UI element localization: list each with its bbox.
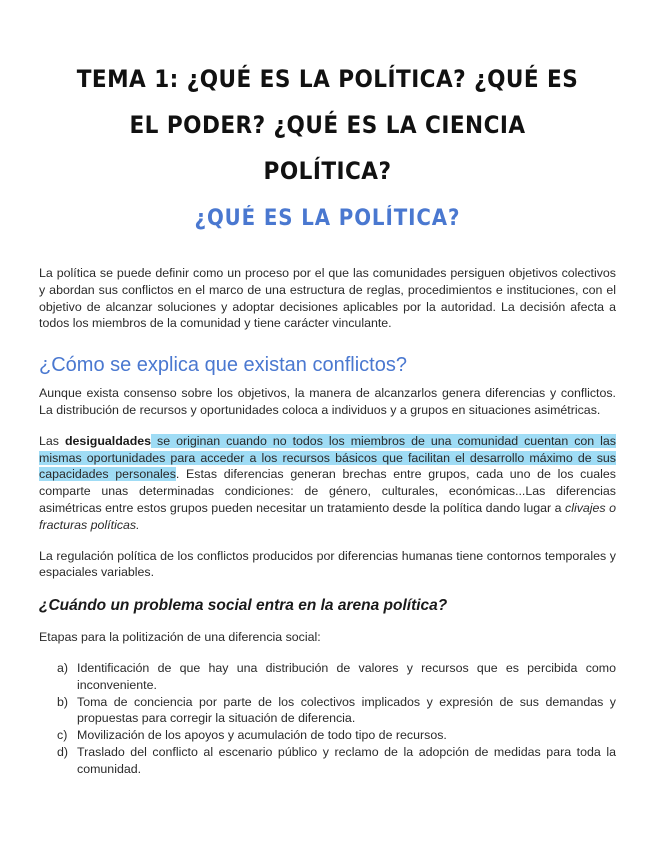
- definition-paragraph: La política se puede definir como un proceso por el que las comunidades persiguen objetivos colectivos y abordan sus conflictos en el marco de una estructura de reglas, procedimientos e instituciones, con el objetivo de alcanzar soluciones y adoptar decisiones aplicables por la autoridad. La decisión afecta a todos los miembros de la comunidad y tiene carácter vinculante.: [39, 266, 616, 331]
- list-item-text: Movilización de los apoyos y acumulación de todo tipo de recursos.: [77, 728, 447, 743]
- highlighted-definition: se originan cuando no todos los miembros de una comunidad cuentan con las mismas oportunidades para acceder a los recursos básicos que facilitan el desarrollo máximo de sus capacidades personales: [39, 433, 616, 482]
- list-item: [57, 744, 616, 778]
- list-item: [57, 694, 616, 728]
- steps-list: [39, 660, 616, 778]
- inequalities-term: desigualdades: [64, 433, 152, 448]
- cleavages-term: clivajes o fracturas políticas.: [39, 500, 616, 532]
- inequalities-rest: . Estas diferencias generan brechas entre grupos, cada uno de los cuales comparte unas determinadas condiciones: de género, culturales, económicas...Las diferencias asimétricas entre estos grupos pueden necesitar un tratamiento desde la política dando lugar a: [39, 467, 616, 515]
- conflicts-paragraph: Aunque exista consenso sobre los objetivos, la manera de alcanzarlos genera diferencias y conflictos. La distribución de recursos y oportunidades coloca a individuos y a grupos en situaciones asimétricas.: [39, 386, 616, 417]
- list-item-text: Identificación de que hay una distribución de valores y recursos que es percibida como inconveniente.: [77, 660, 616, 692]
- list-item: [57, 660, 616, 694]
- list-marker: a): [57, 660, 69, 675]
- question-heading: ¿Cuándo un problema social entra en la arena política?: [39, 597, 448, 615]
- regulation-paragraph: La regulación política de los conflictos producidos por diferencias humanas tiene contornos temporales y espaciales variables.: [39, 548, 616, 580]
- section-subtitle: ¿QUÉ ES LA POLÍTICA?: [194, 206, 461, 231]
- inequalities-lead: Las: [39, 433, 65, 448]
- page-title: TEMA 1: ¿QUÉ ES LA POLÍTICA? ¿QUÉ ES EL PODER? ¿QUÉ ES LA CIENCIA POLÍTICA?: [76, 65, 579, 185]
- steps-intro: Etapas para la politización de una diferencia social:: [39, 630, 321, 645]
- list-item-text: Toma de conciencia por parte de los colectivos implicados y expresión de sus demandas y propuestas para corregir la situación de diferencia.: [77, 694, 616, 726]
- list-marker: d): [57, 744, 69, 759]
- conflicts-heading: ¿Cómo se explica que existan conflictos?: [39, 354, 407, 377]
- list-marker: c): [57, 728, 68, 743]
- list-marker: b): [57, 694, 69, 709]
- list-item: [57, 727, 616, 744]
- list-item-text: Traslado del conflicto al escenario público y reclamo de la adopción de medidas para toda la comunidad.: [77, 744, 616, 776]
- inequalities-paragraph: [39, 433, 616, 534]
